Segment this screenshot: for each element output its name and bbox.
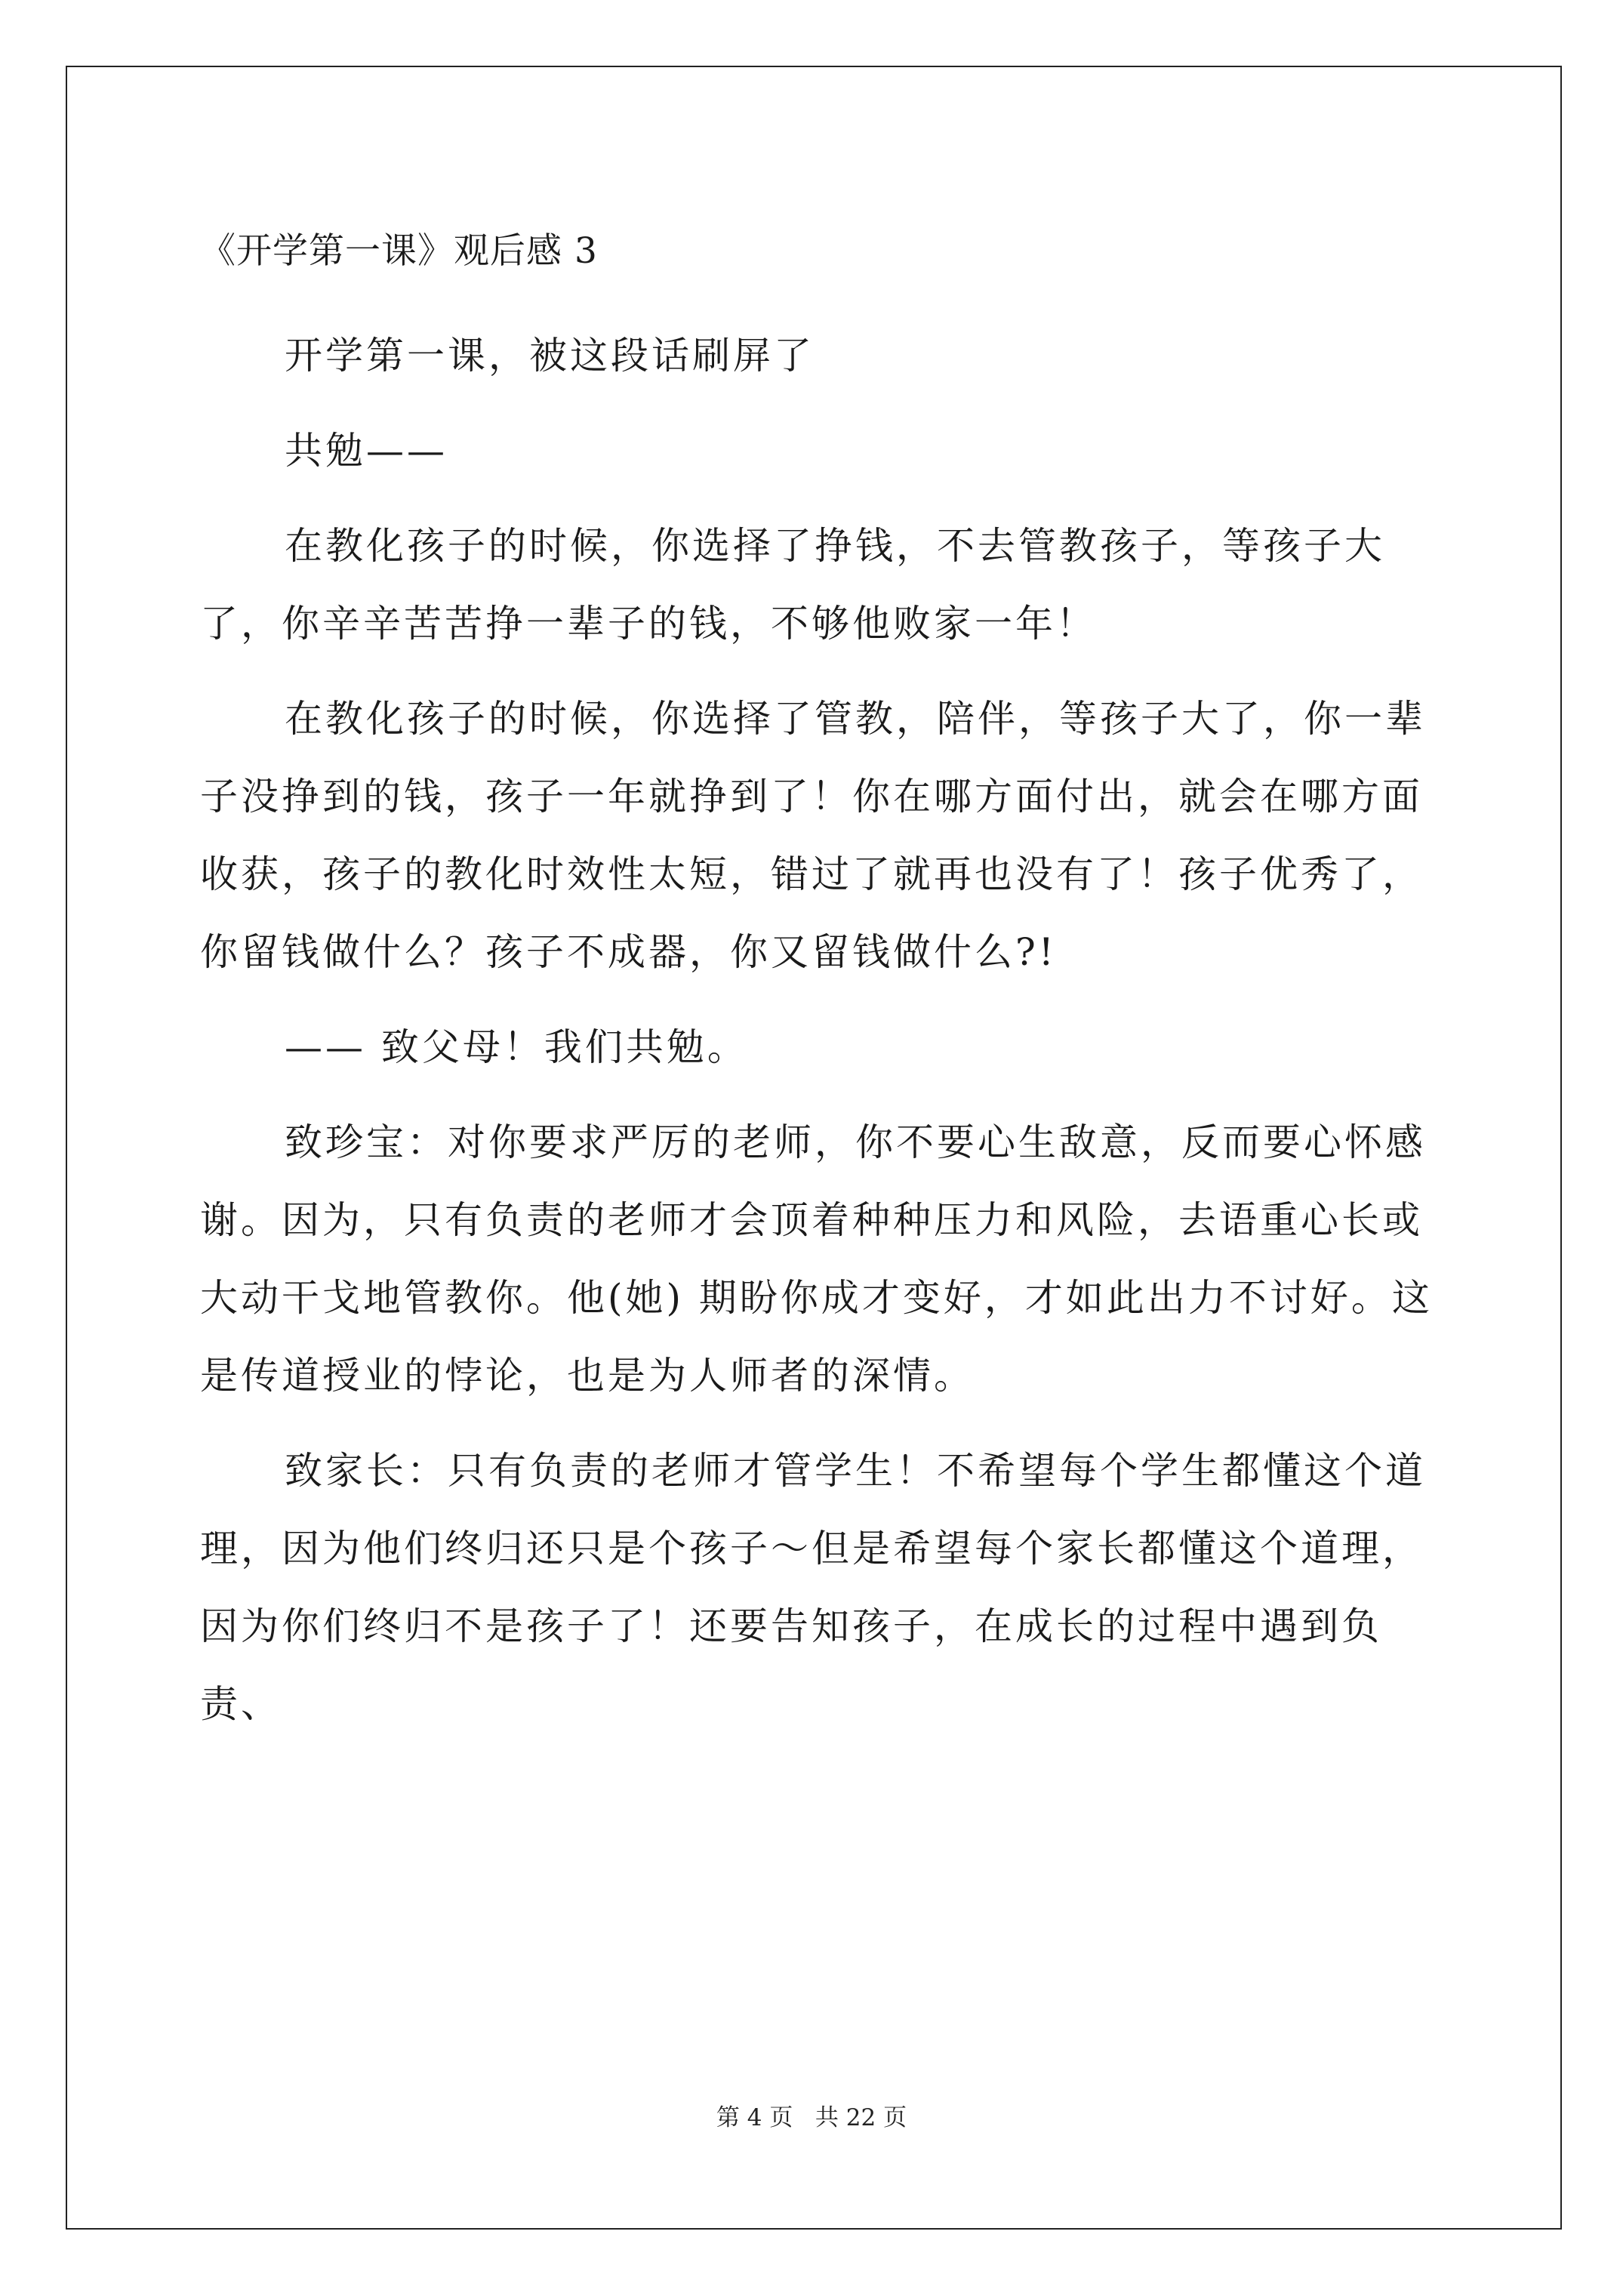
document-title: 《开学第一课》观后感 3	[200, 230, 598, 272]
paragraph-1: 开学第一课，被这段话刷屏了	[285, 334, 815, 378]
paragraph-3: 在教化孩子的时候，你选择了挣钱，不去管教孩子，等孩子大了，你辛辛苦苦挣一辈子的钱，不够他败家一年！	[200, 524, 1385, 646]
page-number: 第 4 页 共 22 页	[716, 2104, 907, 2131]
paragraph-4: 在教化孩子的时候，你选择了管教，陪伴，等孩子大了，你一辈子没挣到的钱，孩子一年就挣到了！你在哪方面付出，就会在哪方面收获，孩子的教化时效性太短，错过了就再也没有了！孩子优秀了，你留钱做什么？孩子不成器，你又留钱做什么?!	[200, 697, 1426, 974]
document-body	[200, 219, 1453, 1761]
paragraph-2: 共勉——	[285, 429, 448, 473]
paragraph-5: —— 致父母！我们共勉。	[285, 1025, 748, 1069]
paragraph-6: 致珍宝：对你要求严厉的老师，你不要心生敌意，反而要心怀感谢。因为，只有负责的老师才会顶着种种压力和风险，去语重心长或大动干戈地管教你。他(她) 期盼你成才变好，才如此出力不讨好。这是传道授业的悖论，也是为人师者的深情。	[200, 1120, 1433, 1398]
paragraph-7: 致家长：只有负责的老师才管学生！不希望每个学生都懂这个道理，因为他们终归还只是个孩子～但是希望每个家长都懂这个道理，因为你们终归不是孩子了！还要告知孩子，在成长的过程中遇到负责、	[200, 1449, 1426, 1726]
